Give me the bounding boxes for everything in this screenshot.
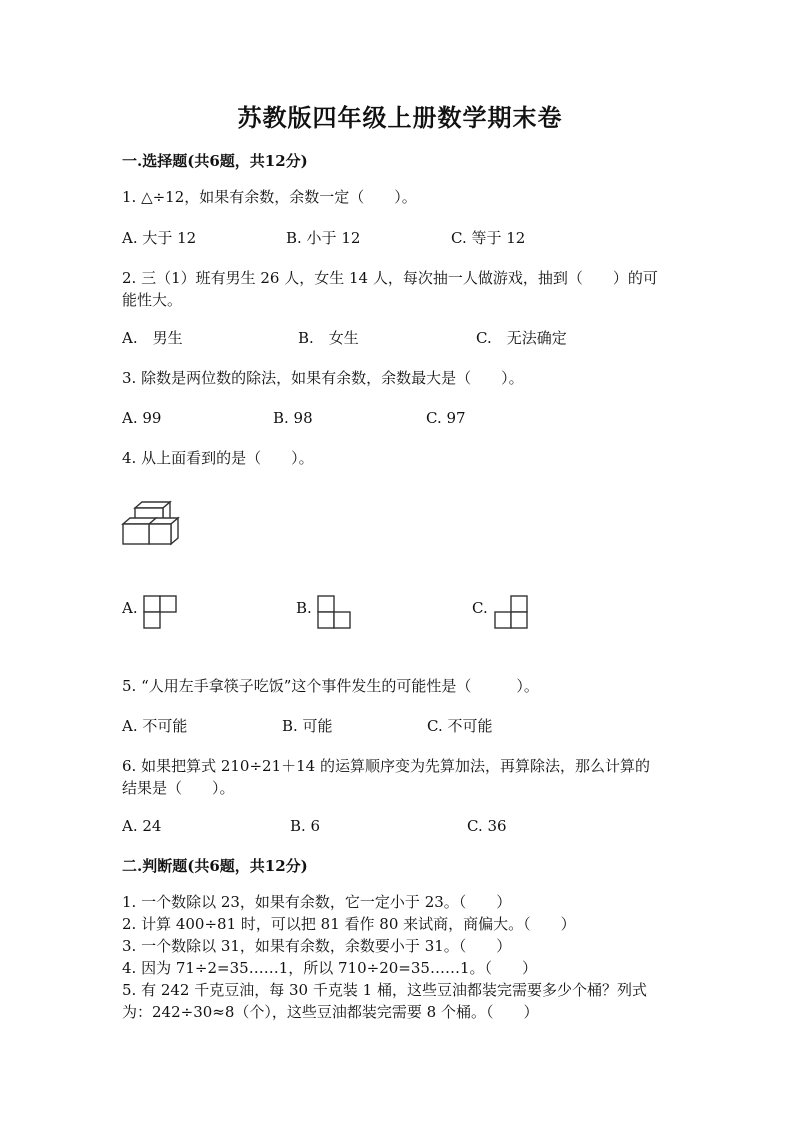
judge-item-5-line2: 为：242÷30≈8（个），这些豆油都装完需要 8 个桶。（ ） — [122, 1003, 539, 1021]
q5-option-c[interactable]: C. 不可能 — [427, 717, 493, 735]
q3-option-b[interactable]: B. 98 — [273, 409, 313, 427]
q3-option-c[interactable]: C. 97 — [426, 409, 466, 427]
q6-option-c[interactable]: C. 36 — [467, 817, 507, 835]
option-a-shape — [143, 595, 179, 629]
option-b-shape — [317, 595, 353, 629]
option-c-shape — [494, 595, 530, 629]
q5-stem: 5. “人用左手拿筷子吃饭”这个事件发生的可能性是（ ）。 — [122, 677, 539, 695]
q6-stem-line1: 6. 如果把算式 210÷21＋14 的运算顺序变为先算加法，再算除法，那么计算的 — [122, 757, 650, 775]
q3-option-a[interactable]: A. 99 — [122, 409, 162, 427]
q5-option-b[interactable]: B. 可能 — [282, 717, 333, 735]
q6-stem-line2: 结果是（ ）。 — [122, 779, 235, 797]
q2-option-a[interactable]: A. 男生 — [122, 329, 183, 347]
q4-option-b[interactable]: B. — [296, 599, 312, 617]
judge-item-5-line1: 5. 有 242 千克豆油，每 30 千克装 1 桶，这些豆油都装完需要多少个桶？列式 — [122, 981, 647, 999]
q2-option-b[interactable]: B. 女生 — [298, 329, 359, 347]
q4-option-a[interactable]: A. — [122, 599, 138, 617]
q1-option-c[interactable]: C. 等于 12 — [451, 229, 526, 247]
q3-stem: 3. 除数是两位数的除法，如果有余数，余数最大是（ ）。 — [122, 369, 524, 387]
q6-option-b[interactable]: B. 6 — [290, 817, 321, 835]
page-title: 苏教版四年级上册数学期末卷 — [237, 103, 563, 132]
q4-stem: 4. 从上面看到的是（ ）。 — [122, 449, 314, 467]
section2-heading: 二.判断题(共6题，共12分) — [122, 857, 308, 875]
q2-stem-line2: 能性大。 — [122, 291, 183, 309]
section1-heading: 一.选择题(共6题，共12分) — [122, 152, 308, 170]
cubes-figure — [120, 500, 184, 550]
judge-item-1: 1. 一个数除以 23，如果有余数，它一定小于 23。（ ） — [122, 893, 512, 911]
q4-option-c[interactable]: C. — [472, 599, 488, 617]
judge-item-4: 4. 因为 71÷2=35……1，所以 710÷20=35……1。（ ） — [122, 959, 537, 977]
q1-option-a[interactable]: A. 大于 12 — [122, 229, 197, 247]
q6-option-a[interactable]: A. 24 — [122, 817, 162, 835]
q1-option-b[interactable]: B. 小于 12 — [286, 229, 361, 247]
judge-item-3: 3. 一个数除以 31，如果有余数，余数要小于 31。（ ） — [122, 937, 512, 955]
q1-stem: 1. △÷12，如果有余数，余数一定（ ）。 — [122, 188, 417, 206]
q2-option-c[interactable]: C. 无法确定 — [476, 329, 567, 347]
judge-item-2: 2. 计算 400÷81 时，可以把 81 看作 80 来试商，商偏大。（ ） — [122, 915, 576, 933]
q5-option-a[interactable]: A. 不可能 — [122, 717, 188, 735]
q2-stem-line1: 2. 三（1）班有男生 26 人，女生 14 人，每次抽一人做游戏，抽到（ ）的可 — [122, 269, 658, 287]
